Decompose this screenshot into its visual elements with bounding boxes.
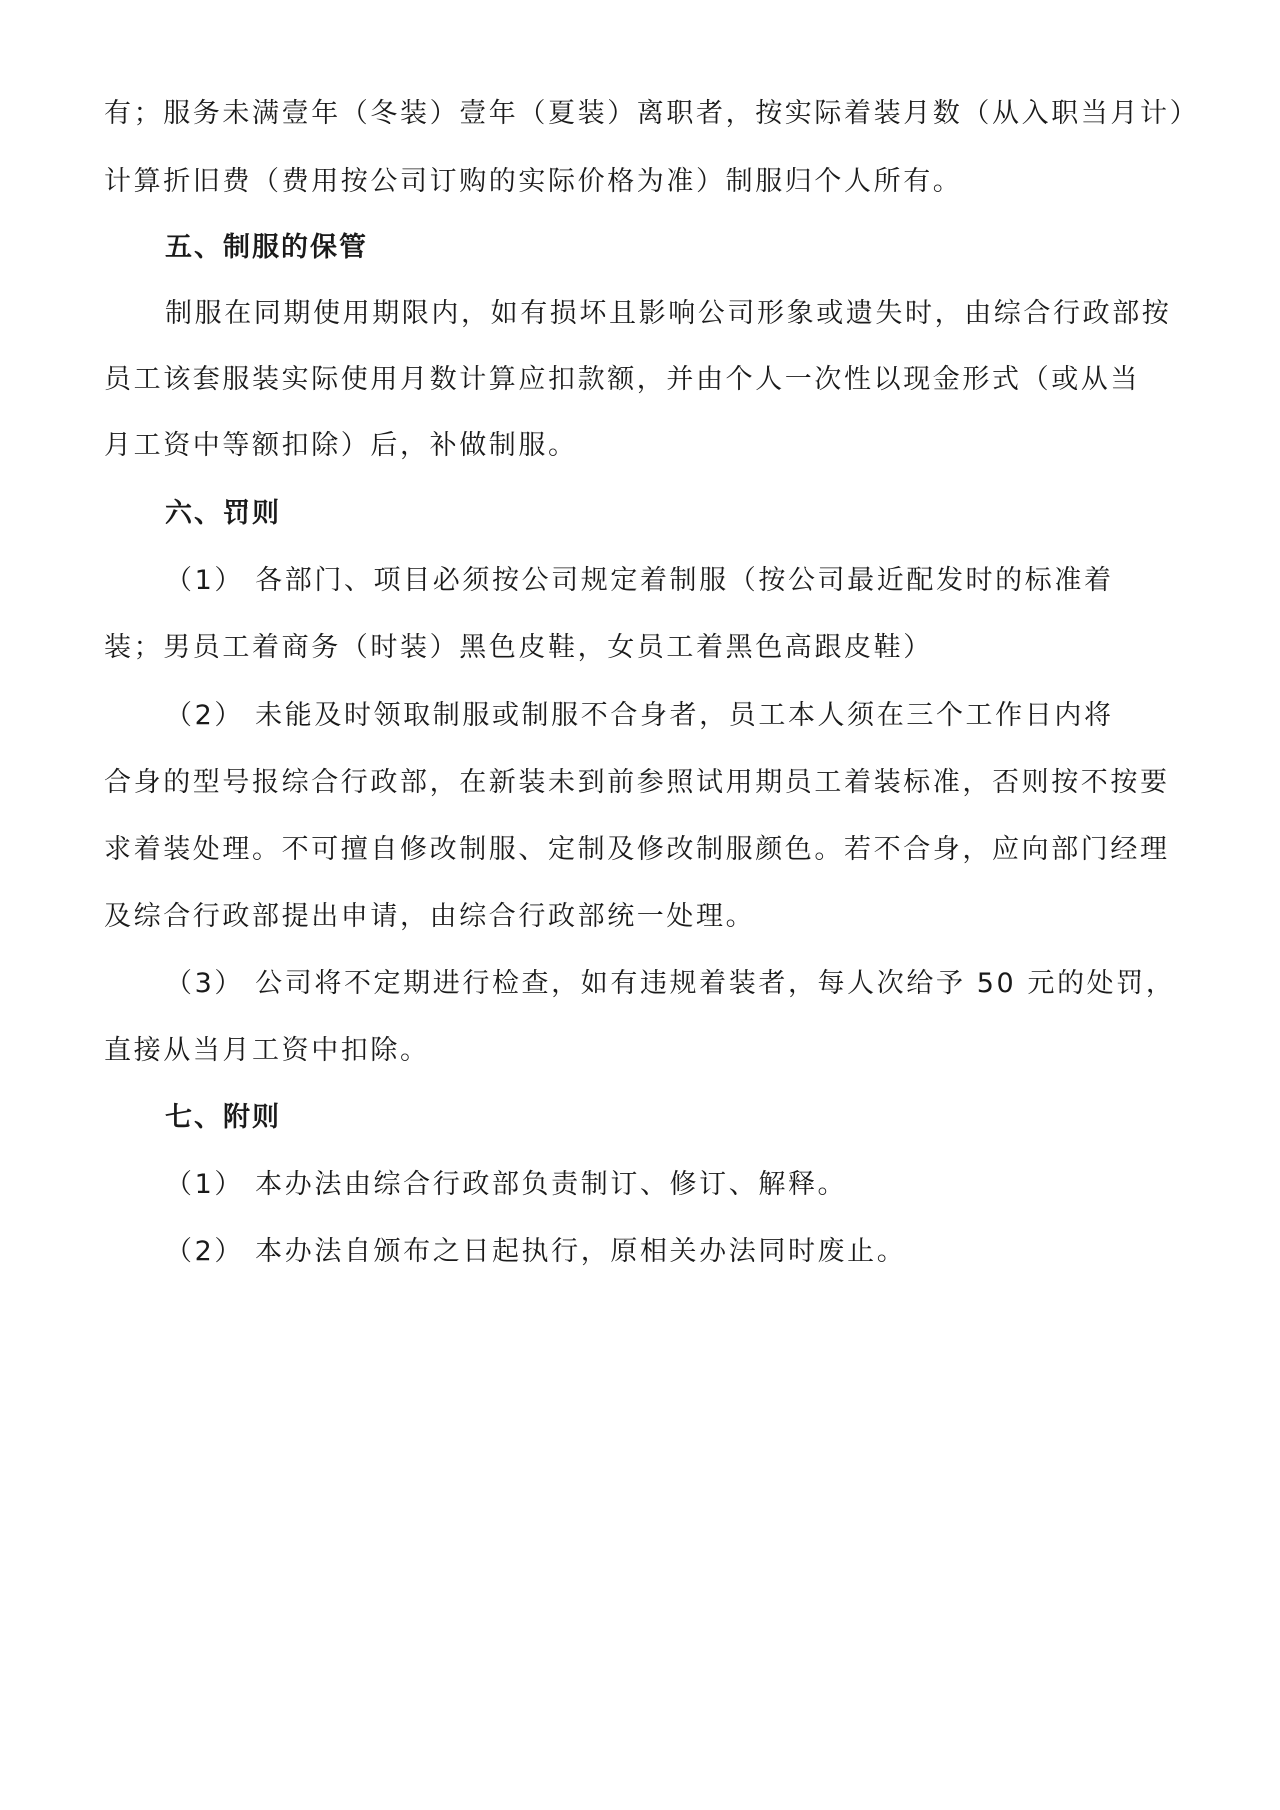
paragraph-line: 合身的型号报综合行政部，在新装未到前参照试用期员工着装标准，否则按不按要 — [104, 767, 1170, 798]
list-item: （2） 未能及时领取制服或制服不合身者，员工本人须在三个工作日内将 — [165, 700, 1114, 731]
paragraph-line: 直接从当月工资中扣除。 — [104, 1035, 430, 1066]
paragraph-line: 计算折旧费（费用按公司订购的实际价格为准）制服归个人所有。 — [104, 166, 963, 197]
section-heading-6: 六、罚则 — [165, 498, 281, 529]
list-item: （3） 公司将不定期进行检查，如有违规着装者，每人次给予 50 元的处罚， — [165, 968, 1176, 999]
list-item: （1） 本办法由综合行政部负责制订、修订、解释。 — [165, 1169, 848, 1200]
paragraph-line: 月工资中等额扣除）后，补做制服。 — [104, 430, 578, 461]
paragraph-line: 及综合行政部提出申请，由综合行政部统一处理。 — [104, 901, 756, 932]
list-item: （2） 本办法自颁布之日起执行，原相关办法同时废止。 — [165, 1236, 907, 1267]
paragraph-line: 员工该套服装实际使用月数计算应扣款额，并由个人一次性以现金形式（或从当 — [104, 364, 1140, 395]
paragraph-line: 装；男员工着商务（时装）黑色皮鞋，女员工着黑色高跟皮鞋） — [104, 632, 933, 663]
paragraph-line: 求着装处理。不可擅自修改制服、定制及修改制服颜色。若不合身，应向部门经理 — [104, 834, 1170, 865]
list-item: （1） 各部门、项目必须按公司规定着制服（按公司最近配发时的标准着 — [165, 565, 1114, 596]
section-heading-7: 七、附则 — [165, 1102, 281, 1133]
paragraph-line: 制服在同期使用期限内，如有损坏且影响公司形象或遗失时，由综合行政部按 — [165, 298, 1172, 329]
section-heading-5: 五、制服的保管 — [165, 232, 368, 263]
paragraph-line: 有；服务未满壹年（冬装）壹年（夏装）离职者，按实际着装月数（从入职当月计） — [104, 98, 1200, 129]
